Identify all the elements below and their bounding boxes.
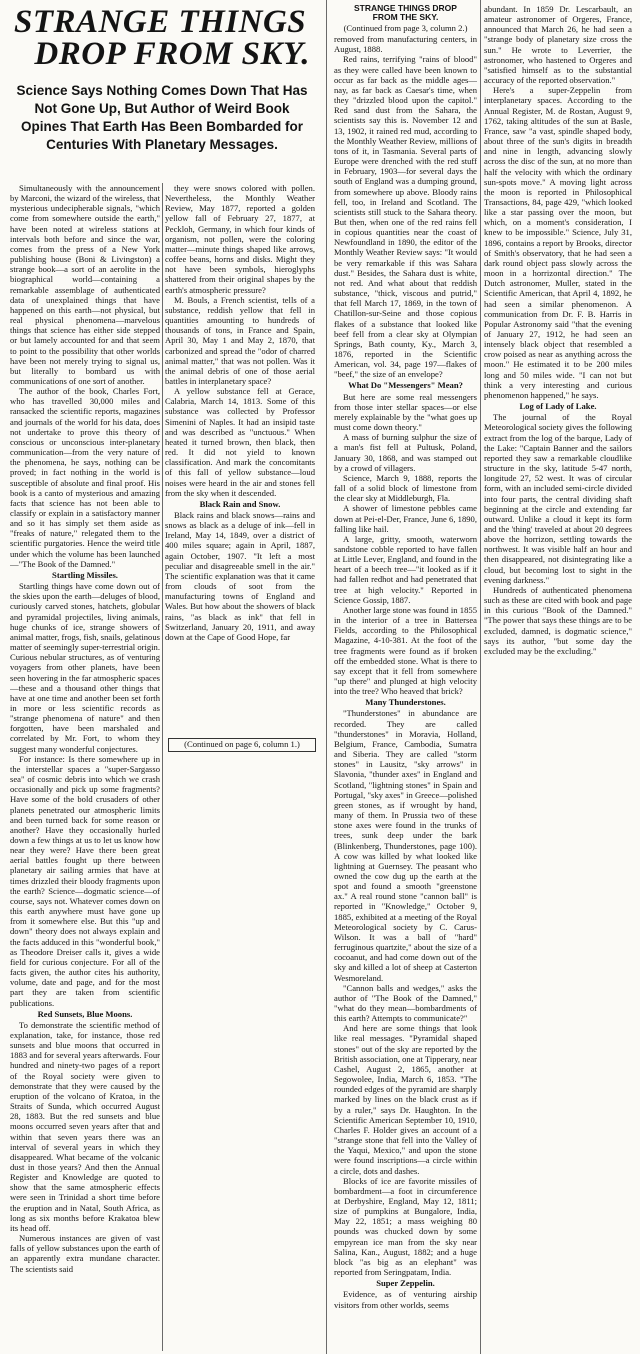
continued-from-notice: (Continued from page 3, column 2.) (343, 23, 468, 33)
deck-subheadline: Science Says Nothing Comes Down That Has Not Gone Up, But Author of Weird Book Opines That Earth Has Been Bombarded for Centuries With Planetary Messages. (16, 83, 308, 152)
paragraph: M. Bouls, a French scientist, tells of a substance, reddish yellow that fell in quantities amounting to hundreds of thousands of tons, in France and Spain, April 30, May 1 and May 2, 1870, that carbonized and spread the "odor of charred animal matter," that was not pollen. Was it the animal debris of one of those aerial battles in interplanetary space? (165, 294, 315, 386)
paragraph: A mass of burning sulphur the size of a man's fist fell at Pultusk, Poland, January 30, 1868, and was stamped out by a crowd of villagers. (334, 432, 477, 473)
paragraph: Black rains and black snows—rains and snows as black as a deluge of ink—fell in Ireland, May 14, 1849, over a district of 400 miles square; again in April, 1887, again October, 1907. "It left a most peculiar and disagreeable smell in the air." The scientific explanation was that it came from clouds of soot from the manufacturing towns of England and Wales. But how about the showers of black rains, "as black as ink" that fell in Switzerland, January 20, 1911, and away down at the Cape of Good Hope, far (165, 510, 315, 642)
paragraph: Blocks of ice are favorite missiles of bombardment—a foot in circumference at Derbyshire, England, May 12, 1811; size of pumpkins at Bungalore, India, May 22, 1851; a mass weighing 80 pounds was chucked down by some empyrean ice man from the sky near Salina, Kan., August, 1882; and a huge block "as big as an elephant" was reported from Seringpatam, India. (334, 1175, 477, 1278)
paragraph: they were snows colored with pollen. Nevertheless, the Monthly Weather Review, May 1877, reported a golden yellow fall of February 27, 1877, at Peckloh, Germany, in which four kinds of organism, not pollen, were the coloring matter—minute things shaped like arrows, coffee beans, horns and disks. Might they not have been symbols, hieroglyphs shattered from their original shapes by the earth's atmospheric pressure? (165, 183, 315, 295)
paragraph: Science, March 9, 1888, reports the fall of a solid block of limestone from the clear sky at Middleburgh, Fla. (334, 472, 477, 504)
paragraph: But here are some real messengers from those inter stellar spaces—or else merely explainable by the "what goes up must come down theory." (334, 391, 477, 433)
paragraph: To demonstrate the scientific method of explanation, take, for instance, those red sunsets and blue moons that occurred in 1883 and for several years afterwards. Four hundred and ninety-two pages of a report of the Royal society were given to demonstrate that they were caused by the eruption of the volcano of Kratoa, in the Straits of Sunda, which occurred August 28, 1883. But the red sunsets and blue moons occurred seven years after that and within that seven years there was an interval of several years in which they disappeared. What became of the volcanic dust in those years? And then the Annual Register and Knowledge are quoted to show that the same atmospheric effects were seen in Trinidad a short time before the eruption and in Natal, South Africa, as long as six months before Krakatoa blew its head off. (10, 1019, 160, 1233)
paragraph: Red rains, terrifying "rains of blood" as they were called have been known to occur as far back as the middle ages—nay, as far back as Caesar's time, when they "drizzled blood upon the capitol." Red sand dust from the Sahara, the scientists say this is. November 12 and 13, 1902, it rained red mud, according to the Monthly Weather Review, millions of tons of it, in Tasmania. Several parts of Europe were drenched with the red stuff in February, 1903—for several days the south of England was a dumping ground, from somewhere up above. Bloody rains fell, too, in Ireland and Scotland. The scientists still stuck to the Sahara theory. But then, when one of the red rains fell in copious quantities near the coast of Newfoundland in 1890, the editor of the Monthly Weather Review says: "It would be very remarkable if this was Sahara dust." Besides, the Sahara dust is white, not red. And what about that reddish substance, "thick, viscous and putrid," that fell March 17, 1869, in the town of Chatillon-sur-Seine and those copious flakes of a substance that looked like beef fell from a clear sky at Olympian Springs, Bath county, Ky., March 3, 1876, reported in the Scientific American, vol. 34, page 197—flakes of "beef," the size of an envelope? (334, 54, 477, 380)
paragraph: "Thunderstones" in abundance are recorded. They are called "thunderstones" in Moravia, Holland, Belgium, France, Cambodia, Sumatra and Siberia. They are called "storm stones" in Lausitz, "sky arrows" in Slavonia, "thunder axes" in England and Scotland, "lightning stones" in Spain and Portugal, "sky axes" in Greece—polished green stones, as if wrought by hand, many of them. In Prussia two of these stone axes were found in the trunks of trees, sunk deep under the bark (Blinkenberg, Thunderstones, page 100). A cow was killed by what looked like lightning at Guernsey. The peasant who owned the cow dug up the earth at the spot and found a smooth "greenstone ax." A real round stone "cannon ball" is reported in "Knowledge," October 9, 1885, exhibited at a meeting of the Royal Meteorological society by C. Carus-Wilson. It was a ball of "hard" ferruginous quartzite," about the size of a cocoanut, and had come down out of the sky and killed a lot of sheep at Casterton Wesmoreland. (334, 708, 477, 983)
paragraph: Another large stone was found in 1855 in the interior of a tree in Battersea Fields, according to the Philosophical Magazine, 4-10-381. At the foot of the tree fragments were found as if broken off the embedded stone. What is there to say except that it fell from somewhere "up there" and plunged at high velocity into the tree? Who heaved that brick? (334, 604, 477, 697)
subheading: Log of Lady of Lake. (519, 401, 597, 412)
article-column-3 (334, 22, 477, 1352)
paragraph: The journal of the Royal Meteorological society gives the following extract from the log of the barque, Lady of the Lake: "Captain Banner and the sailors reported they saw a remarkable cloudlike structure in the sky, latitude 5-47 north, longitude 27, 52 west. It was of circular form, with an included semi-circle divided into four parts, the central dividing shaft beginning at the circle and extending far outward. Unlike a cloud it kept its form and the 'thing' traveled at about 20 degrees above the horrizon, settling towards the northwest. It was visible half an hour and then disappeared, not disintegrating like a cloud, but becoming lost to sight in the evening darkness." (484, 412, 632, 585)
paragraph: Simultaneously with the announcement by Marconi, the wizard of the wireless, that mysterious undecipherable signals, "which come from somewhere outside the earth," have been noted at wireless stations at intervals both before and since the war, comes from the press of a New York publishing house (Boni & Livingston) a strange book—a sort of an aerolite in the biographical world—containing a remarkable assemblage of authenticated data of unexplained things that have happened on this earth—not physical, but real physical phenomena—marvelous things that science has either side stepped or but lamely accounted for and that seem to point to the possibility that other worlds have been not merely trying to signal us, but literally to bombard us with communications of one sort of another. (10, 183, 160, 386)
kicker-line-2: FROM THE SKY. (372, 12, 439, 22)
kicker-line-1: STRANGE THINGS DROP (354, 3, 457, 13)
paragraph: removed from manufacturing centers, in August, 1888. (334, 34, 477, 55)
paragraph: Numerous instances are given of vast falls of yellow substances upon the earth of an apparently extra mundane character. The scientists said (10, 1233, 160, 1274)
subheading: Black Rain and Snow. (199, 498, 281, 509)
page-gutter-rule (326, 0, 327, 1354)
subheading: Super Zeppelin. (376, 1278, 435, 1289)
paragraph: Evidence, as of venturing airship visitors from other worlds, seems (334, 1289, 477, 1310)
paragraph: Hundreds of authenticated phenomena such as these are cited with book and page in this curious "Book of the Damned." "The power that says these things are to be excluded, damned, is dogmatic science," says its author, "but some day the excluded may be the excluding." (484, 584, 632, 656)
paragraph: A shower of limestone pebbles came down at Pei-el-Der, France, June 6, 1890, falling like hail. (334, 503, 477, 534)
subheading: Startling Missiles. (52, 569, 118, 580)
article-column-1 (10, 183, 160, 1351)
subheading: What Do "Messengers" Mean? (348, 380, 463, 391)
continued-on-notice: (Continued on page 6, column 1.) (168, 738, 316, 752)
article-column-2 (165, 183, 315, 753)
paragraph: A large, gritty, smooth, waterworn sandstone cobble reported to have fallen at Little Lever, England, and found in the heart of a beech tree—"it looked as if it had fallen redhot and had penetrated that tree at high velocity." Reported in Science Gossip, 1887. (334, 533, 477, 605)
column-rule (480, 0, 481, 1354)
paragraph: Here's a super-Zeppelin from interplanetary spaces. According to the Annual Register, M. de Rostan, August 9, 1762, taking altitudes of the sun at Basle, France, saw "a vast, spindle shaped body, about three of the sun's digits in breadth and nine in length, advancing slowly across the disc of the sun, at no more than half the velocity with which the ordinary sun-spots move." A moving light across the moon is reported in Philosophical Transactions, 84, page 429, "which looked like a star passing over the moon, but which, on a moment's consideration, I knew to be impossible." Science, July 31, 1896, contains a report by Brooks, director of Smith's observatory, that he had seen a dark round object pass slowly across the moon in a horrizontal direction." The Dutch astronomer, Muller, stated in the Scientific American, that April 4, 1892, he had seen a similar phenomenon. A communication from Dr. F. B. Harris in Popular Astronomy said "that the evening of January 27, 1912, he had seen an intensely black object that resembled a crow poised as near as anything across the moon." He estimated it to be 200 miles long and 50 miles wide. "I can not but think a very interesting and curious phenomenon happened," he says. (484, 85, 632, 400)
paragraph: And here are some things that look like real messages. "Pyramidal shaped stones" out of the sky are reported by the British association, one at Tipperary, near Cashel, August 2, 1865, another at Segowolee, India, March 6, 1853. "The rounded edges of the pyramid are sharply marked by lines on the black crust as if by a ruler," says Dr. Haughton. In the Scientific American September 10, 1910, Charles F. Holder gives an account of a "strange stone that fell into the Valley of the Yaqui, Mexico," and upon the stone were found inscriptions—a circle within a circle, dots and dashes. (334, 1023, 477, 1176)
paragraph: Startling things have come down out of the skies upon the earth—deluges of blood, curiously carved stones, hatchets, globular and pyramidal projectiles, living animals, huge chunks of ice, strange showers of animal matter, frogs, fish, snails, gelatinous matter of seemingly super-terrestrial origin. Curious nebular structures, as of venturing voyagers from other planets, have been seen hovering in the far atmospheric spaces—these and a thousand other things that have at one time and another been set forth in more or less scientific records as "strange phenomena of nature" and then forgotten, have been marshaled and correlated by Mr. Fort, to whom they suggest many wonderful conjectures. (10, 581, 160, 754)
paragraph: For instance: Is there somewhere up in the interstellar spaces a "super-Sargasso sea" of cosmic debris into which we crash occasionally and pick up some fragments? Have some of the bold crusaders of other planets penetrated our atmospheric limits and been turned back for some reason or another? Have they occasionally hurled down a few things at us to let us know how near they were? Have there been great aerial battles fought up there between planetary air sailing armies that have at times drizzled their bloody fragments upon the earth? Science—dogmatic science—of course, says not. Whatever comes down on this earth anywhere must have gone up from it somewhere else. But this "up and down" theory does not always explain and the facts adduced in this "wonderful book," as Theodore Dreiser calls it, gives a wide field for curious conjecture. For all of the facts given, the author cites his authority, volume, date and page, and for the most part they are taken from scientific publications. (10, 753, 160, 1008)
continuation-kicker (334, 4, 477, 22)
headline-line-1: STRANGE THINGS (14, 4, 307, 40)
paragraph: "Cannon balls and wedges," asks the author of "The Book of the Damned," "what do they mean—bombardments of this earth? Attempts to communicate?" (334, 982, 477, 1024)
article-column-4 (484, 4, 632, 904)
paragraph: The author of the book, Charles Fort, who has travelled 30,000 miles and ransacked the scientific reports, magazines and journals of the world for his data, does not undertake to prove this theory of conscious or unconscious inter-planetary communication—from the very nature of the phenomena, he says, nothing can be proved; in fact nothing in the world is susceptible of absolute and final proof. His book is a canto of mysterious and amazing facts that science has not been able to classify or explain in a satisfactory manner and so it has simply set them aside as "freaks of nature," relegated them to the scientific purgatories. Hence the weird title under which the volume has been launched—"The Book of the Damned." (10, 386, 160, 569)
headline (14, 6, 314, 74)
subheading: Many Thunderstones. (365, 697, 446, 708)
paragraph: A yellow substance fell at Gerace, Calabria, March 14, 1813. Some of this substance was collected by Professor Simenini of Naples. It had an insipid taste and was described as "unctuous." When heated it turned brown, then black, then red. It did not yield to known classification. And mark the concomitants of this fall of yellow substance—loud noises were heard in the air and stones fell from the sky when it descended. (165, 386, 315, 498)
paragraph: abundant. In 1859 Dr. Lescarbault, an amateur astronomer of Orgeres, France, announced that March 26, he had seen a "strange body of planetary size cross the sun." He wrote to Leverrier, the astronomer, who hastened to Orgeres and "satisfied himself as to the substantial accuracy of the reported observation." (484, 4, 632, 86)
subheading: Red Sunsets, Blue Moons. (37, 1008, 133, 1019)
column-rule (162, 183, 163, 1351)
headline-line-2: DROP FROM SKY. (34, 36, 310, 72)
